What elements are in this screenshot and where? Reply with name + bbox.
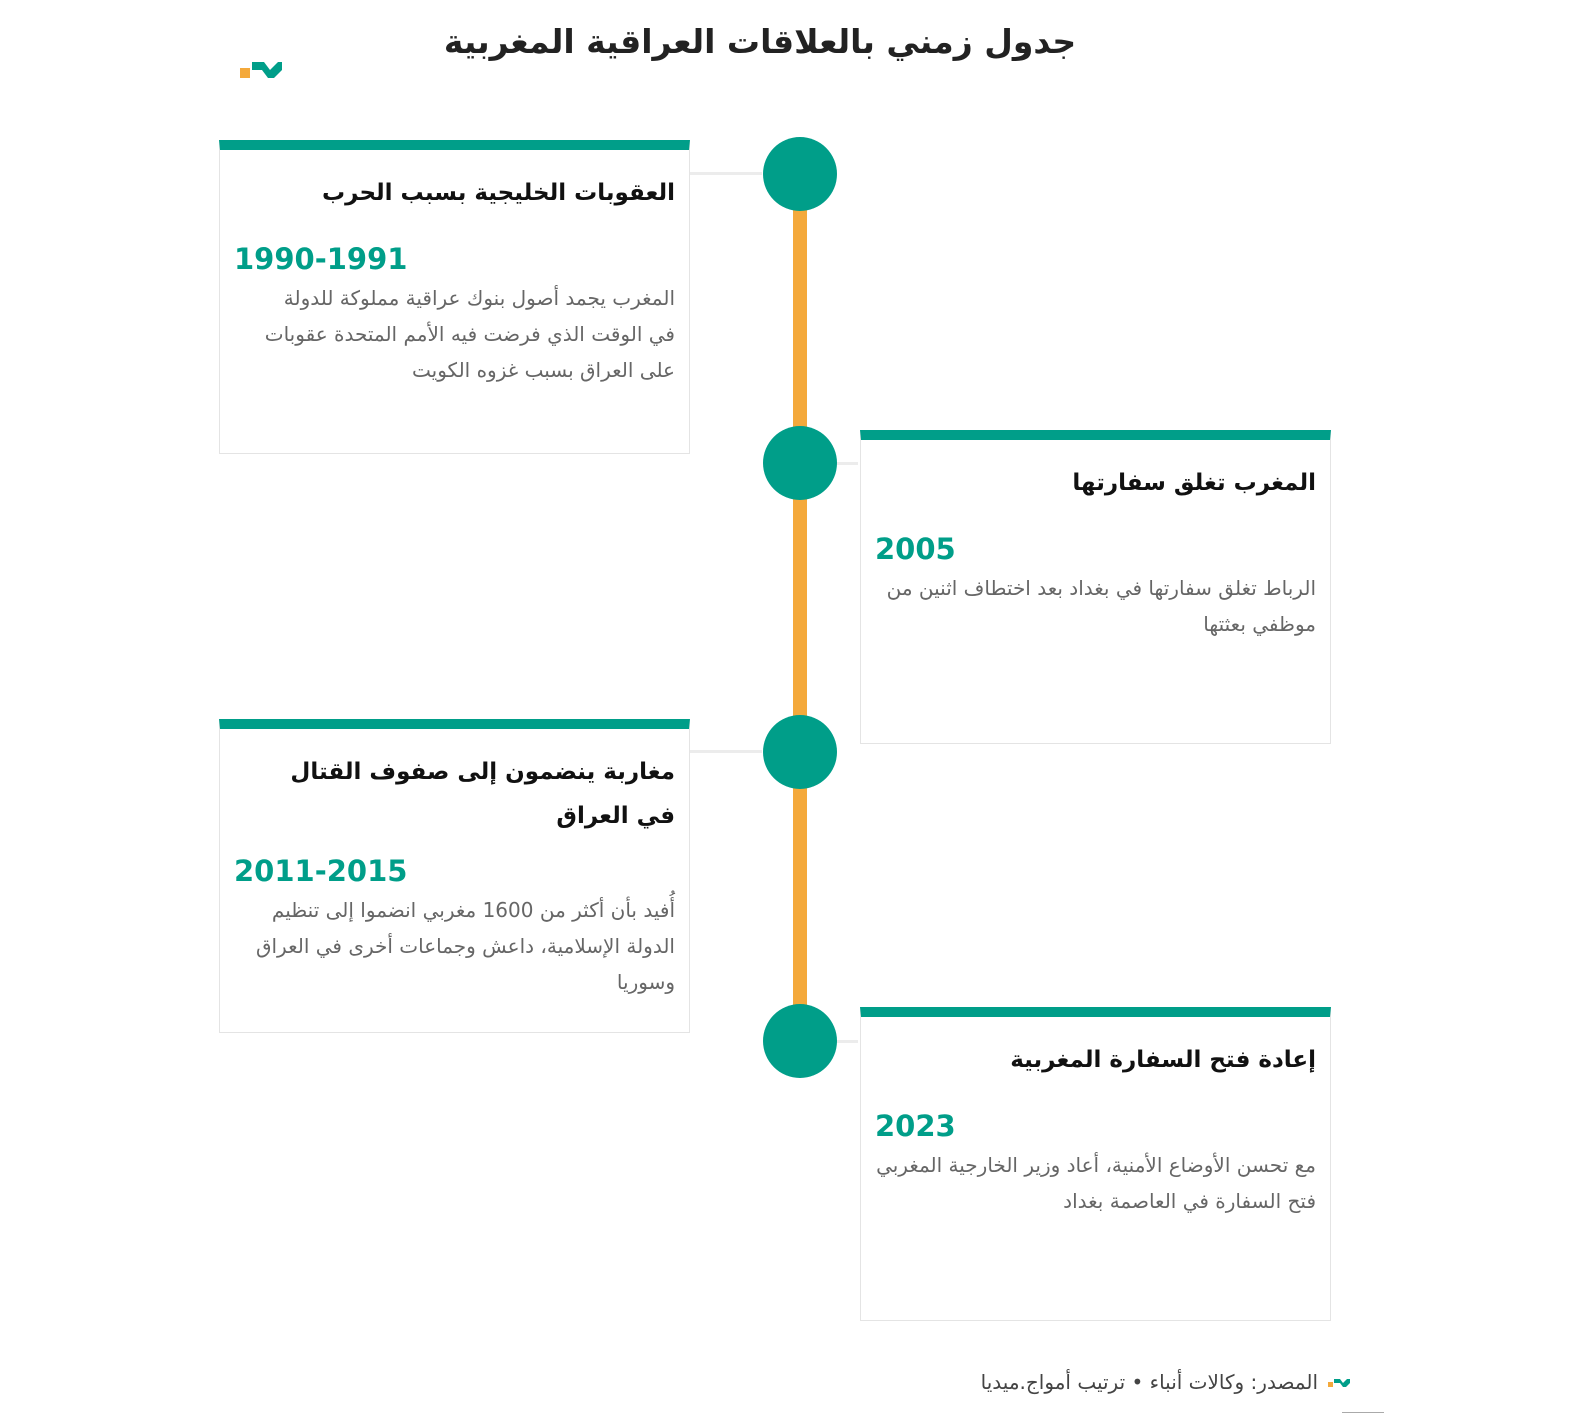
page-title: جدول زمني بالعلاقات العراقية المغربية bbox=[443, 22, 1077, 61]
event-description: أُفيد بأن أكثر من 1600 مغربي انضموا إلى تنظيم الدولة الإسلامية، داعش وجماعات أخرى في العراق وسوريا bbox=[255, 898, 675, 995]
event-card-2011 bbox=[219, 719, 690, 1033]
small-logo-icon bbox=[1328, 1370, 1350, 1394]
event-description: الرباط تغلق سفارتها في بغداد بعد اختطاف اثنين من موظفي بعثتها bbox=[886, 575, 1316, 636]
event-card-2023 bbox=[860, 1007, 1331, 1321]
timeline-dot bbox=[763, 715, 837, 789]
event-year: 2011-2015 bbox=[234, 854, 408, 889]
event-description: المغرب يجمد أصول بنوك عراقية مملوكة للدولة في الوقت الذي فرضت فيه الأمم المتحدة عقوبات على العراق بسبب غزوه الكويت bbox=[264, 285, 675, 382]
timeline-dot bbox=[763, 137, 837, 211]
event-card-2005 bbox=[860, 430, 1331, 744]
source-footer bbox=[960, 1370, 1350, 1394]
event-year: 2023 bbox=[875, 1108, 956, 1143]
footer-underline bbox=[1342, 1412, 1384, 1413]
timeline-spine bbox=[793, 175, 807, 1045]
event-card-1990 bbox=[219, 140, 690, 454]
brand-logo-icon bbox=[240, 58, 282, 86]
event-title: المغرب تغلق سفارتها bbox=[1072, 470, 1316, 496]
event-title: إعادة فتح السفارة المغربية bbox=[1010, 1047, 1316, 1073]
event-year: 1990-1991 bbox=[234, 241, 408, 276]
event-title: مغاربة ينضمون إلى صفوف القتال في العراق bbox=[290, 759, 675, 829]
timeline-dot bbox=[763, 426, 837, 500]
event-year: 2005 bbox=[875, 531, 956, 566]
event-description: مع تحسن الأوضاع الأمنية، أعاد وزير الخارجية المغربي فتح السفارة في العاصمة بغداد bbox=[876, 1152, 1316, 1213]
event-title: العقوبات الخليجية بسبب الحرب bbox=[322, 180, 675, 206]
timeline-dot bbox=[763, 1004, 837, 1078]
source-text: المصدر: وكالات أنباء • ترتيب أمواج.ميديا bbox=[980, 1370, 1318, 1394]
